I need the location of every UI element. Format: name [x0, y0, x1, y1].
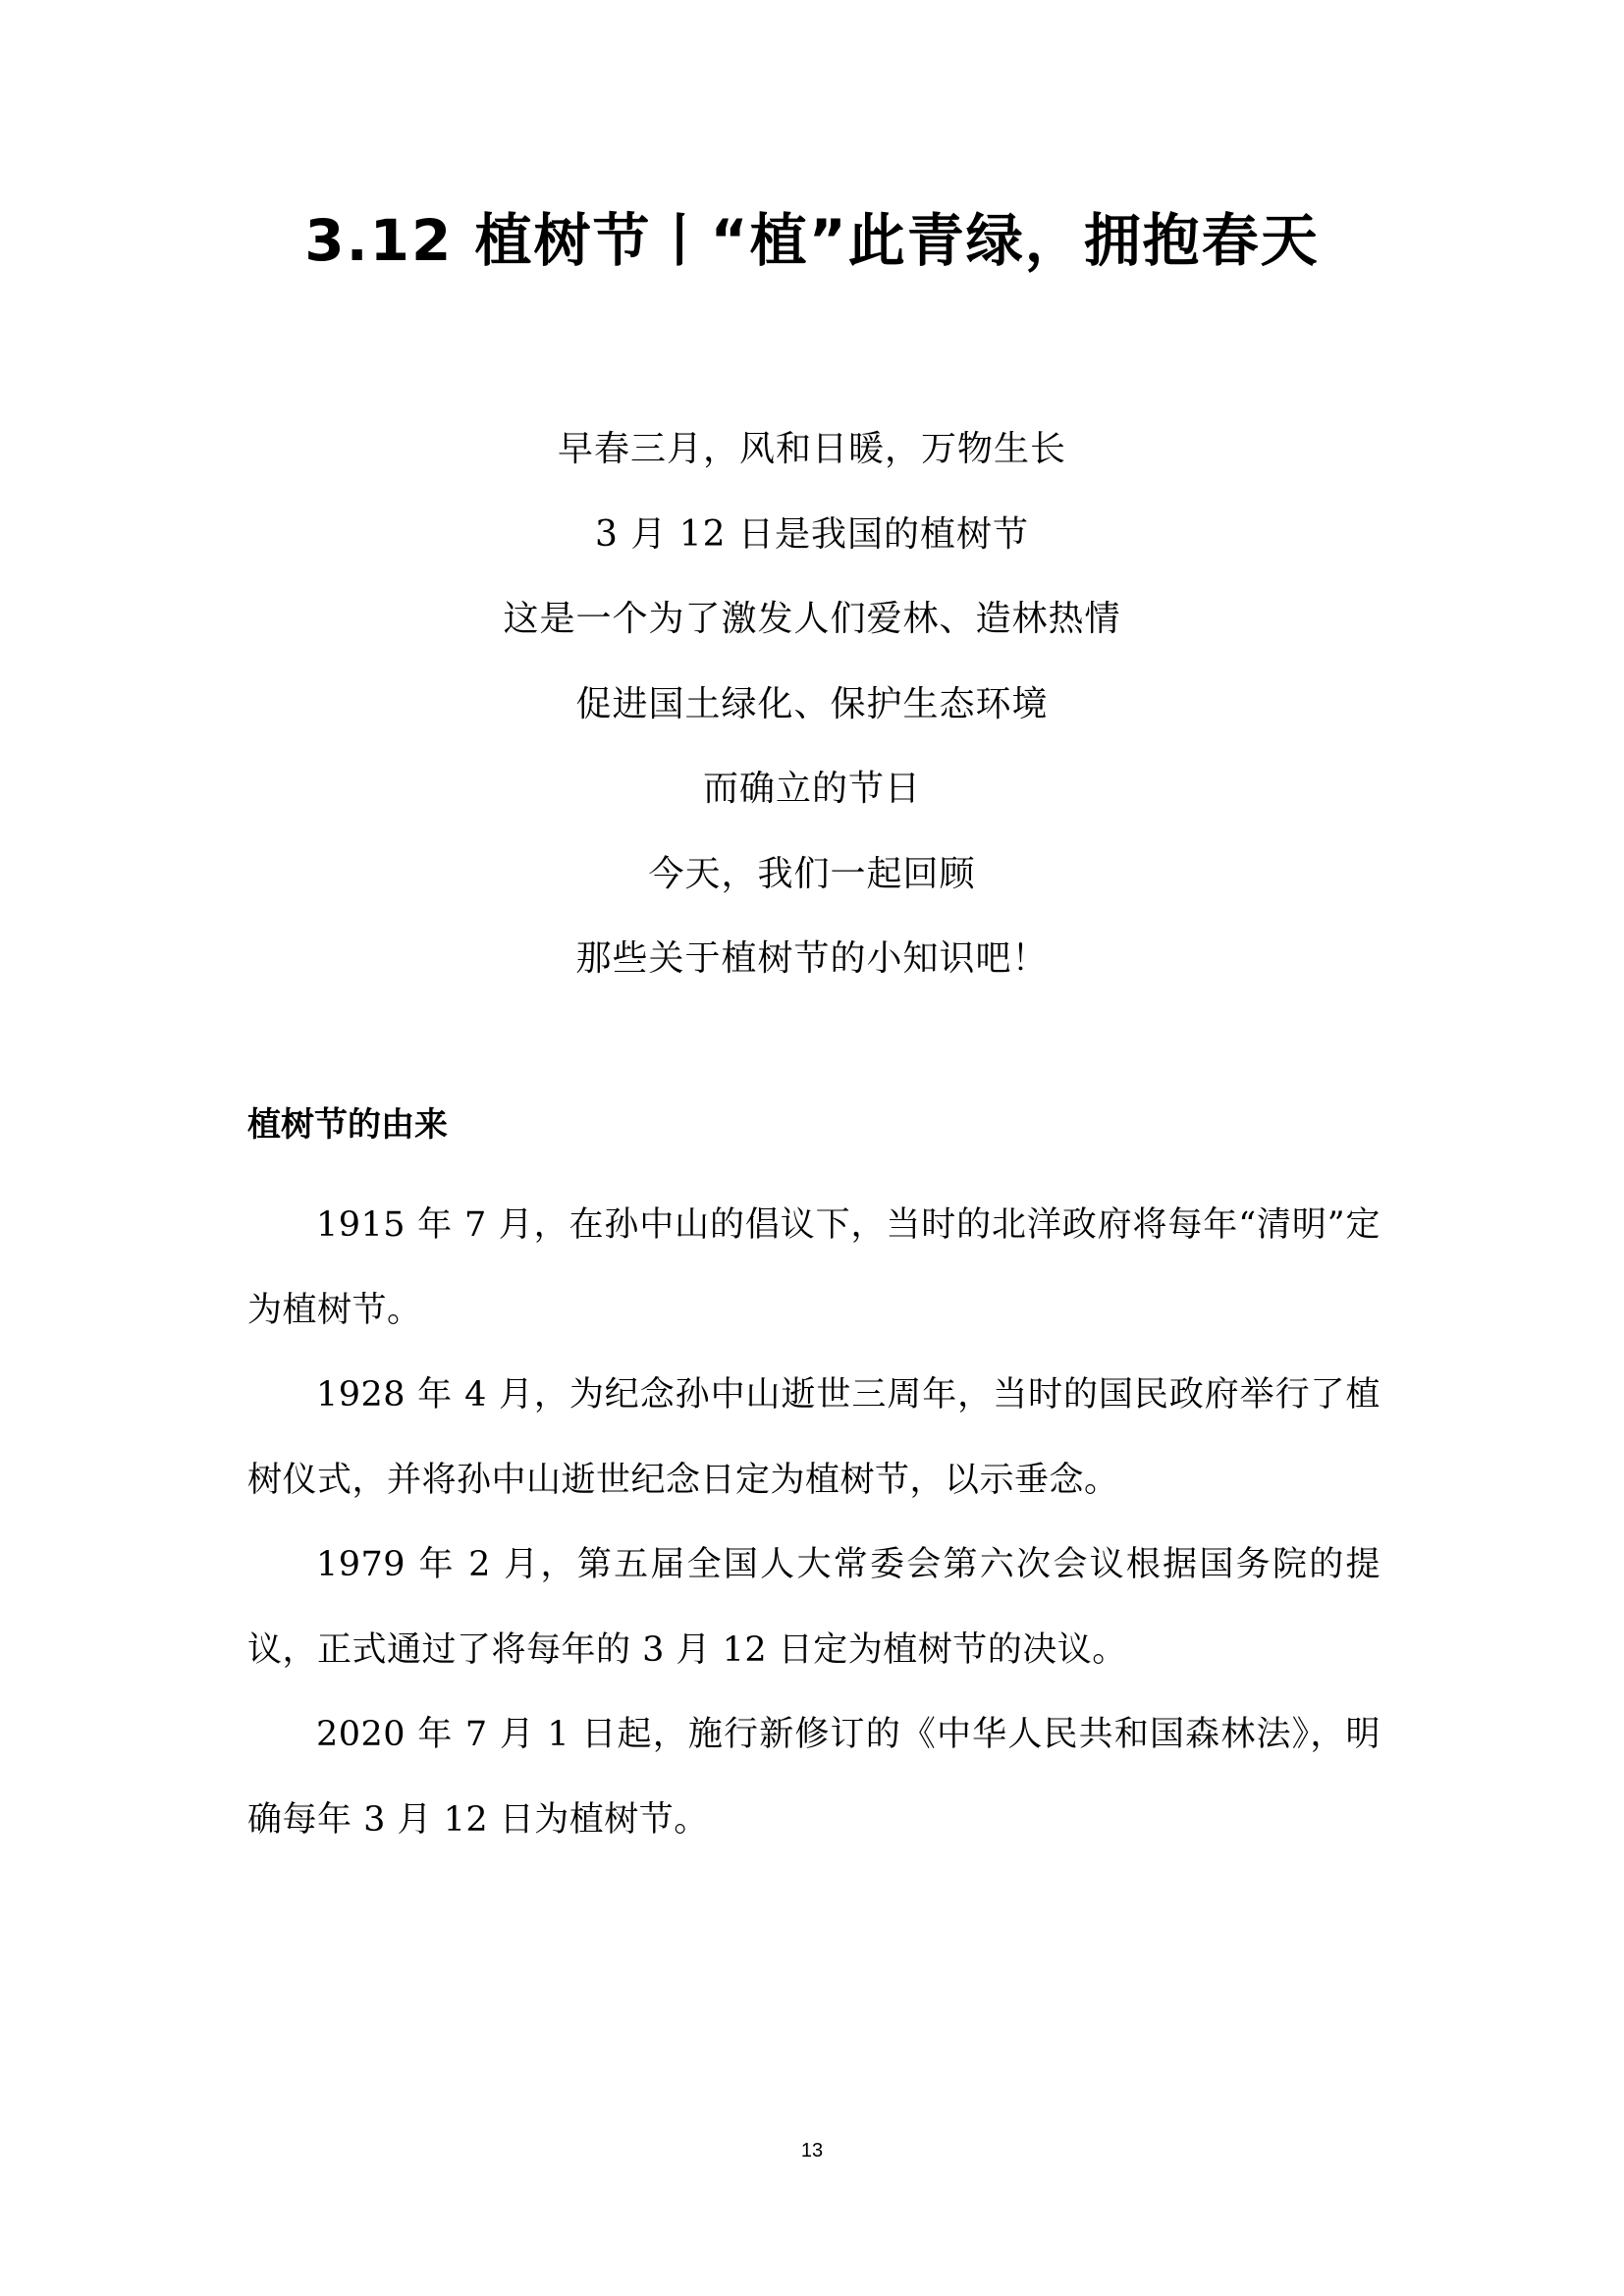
section-heading: 植树节的由来: [247, 1105, 448, 1145]
paragraph-1915: 1915 年 7 月，在孙中山的倡议下，当时的北洋政府将每年“清明”定为植树节。: [247, 1205, 1380, 1330]
section-body: [247, 1183, 1380, 1862]
intro-line: 早春三月，风和日暖，万物生长: [557, 429, 1066, 469]
paragraph-1979: 1979 年 2 月，第五届全国人大常委会第六次会议根据国务院的提议，正式通过了将每年的 3 月 12 日定为植树节的决议。: [247, 1545, 1380, 1670]
intro-line: 今天，我们一起回顾: [648, 853, 976, 894]
paragraph-1928: 1928 年 4 月，为纪念孙中山逝世三周年，当时的国民政府举行了植树仪式，并将孙中山逝世纪念日定为植树节，以示垂念。: [247, 1375, 1380, 1500]
paragraph-2020: 2020 年 7 月 1 日起，施行新修订的《中华人民共和国森林法》，明确每年 3 月 12 日为植树节。: [247, 1715, 1380, 1840]
intro-line: 3 月 12 日是我国的植树节: [594, 513, 1030, 555]
intro-line: 而确立的节日: [702, 769, 921, 809]
intro-line: 这是一个为了激发人们爱林、造林热情: [503, 599, 1121, 639]
intro-poem: [0, 407, 1624, 1002]
intro-line: 那些关于植树节的小知识吧！: [575, 938, 1049, 979]
page-number: 13: [800, 2140, 824, 2162]
page-title: 3.12 植树节丨“植”此青绿，拥抱春天: [304, 207, 1320, 274]
intro-line: 促进国土绿化、保护生态环境: [575, 683, 1049, 724]
